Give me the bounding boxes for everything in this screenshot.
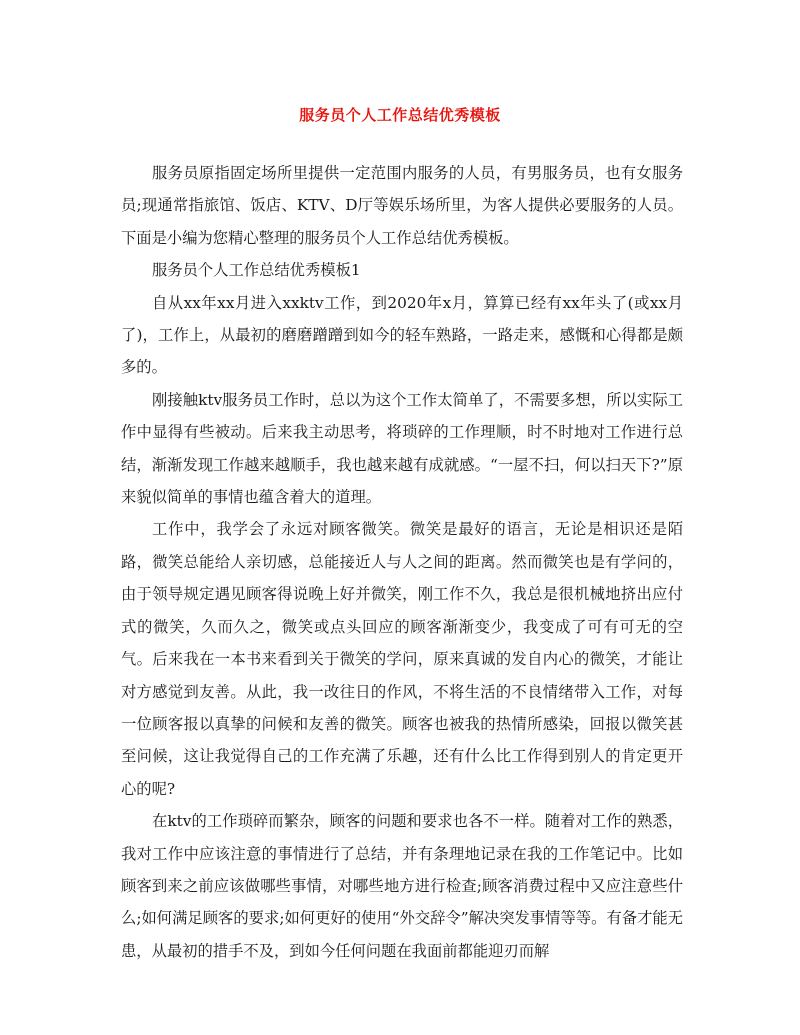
paragraph: 自从xx年xx月进入xxktv工作，到2020年x月，算算已经有xx年头了(或xx月了)，工作上，从最初的磨磨蹭蹭到如今的轻车熟路，一路走来，感慨和心得都是颇多的。 bbox=[121, 293, 683, 377]
section-heading: 服务员个人工作总结优秀模板1 bbox=[152, 261, 361, 280]
paragraph: 在ktv的工作琐碎而繁杂，顾客的问题和要求也各不一样。随着对工作的熟悉，我对工作中应该注意的事情进行了总结，并有条理地记录在我的工作笔记中。比如顾客到来之前应该做哪些事情，对哪些地方进行检查;顾客消费过程中又应注意些什么;如何满足顾客的要求;如何更好的使用“外交辞令”解决突发事情等等。有备才能无患，从最初的措手不及，到如今任何问题在我面前都能迎刃而解 bbox=[121, 812, 683, 960]
paragraph: 工作中，我学会了永远对顾客微笑。微笑是最好的语言，无论是相识还是陌路，微笑总能给人亲切感，总能接近人与人之间的距离。然而微笑也是有学问的，由于领导规定遇见顾客得说晚上好并微笑，刚工作不久，我总是很机械地挤出应付式的微笑，久而久之，微笑或点头回应的顾客渐渐变少，我变成了可有可无的空气。后来我在一本书来看到关于微笑的学问，原来真诚的发自内心的微笑，才能让对方感觉到友善。从此，我一改往日的作风，不将生活的不良情绪带入工作，对每一位顾客报以真挚的问候和友善的微笑。顾客也被我的热情所感染，回报以微笑甚至问候，这让我觉得自己的工作充满了乐趣，还有什么比工作得到别人的肯定更开心的呢? bbox=[121, 520, 683, 798]
paragraph: 刚接触ktv服务员工作时，总以为这个工作太简单了，不需要多想，所以实际工作中显得有些被动。后来我主动思考，将琐碎的工作理顺，时不时地对工作进行总结，渐渐发现工作越来越顺手，我也越来越有成就感。“一屋不扫，何以扫天下?”原来貌似简单的事情也蕴含着大的道理。 bbox=[121, 390, 683, 507]
paragraph-intro: 服务员原指固定场所里提供一定范围内服务的人员，有男服务员，也有女服务员;现通常指旅馆、饭店、KTV、D厅等娱乐场所里，为客人提供必要服务的人员。下面是小编为您精心整理的服务员个人工作总结优秀模板。 bbox=[121, 164, 683, 247]
document-title: 服务员个人工作总结优秀模板 bbox=[299, 106, 501, 124]
document-body bbox=[121, 157, 683, 967]
